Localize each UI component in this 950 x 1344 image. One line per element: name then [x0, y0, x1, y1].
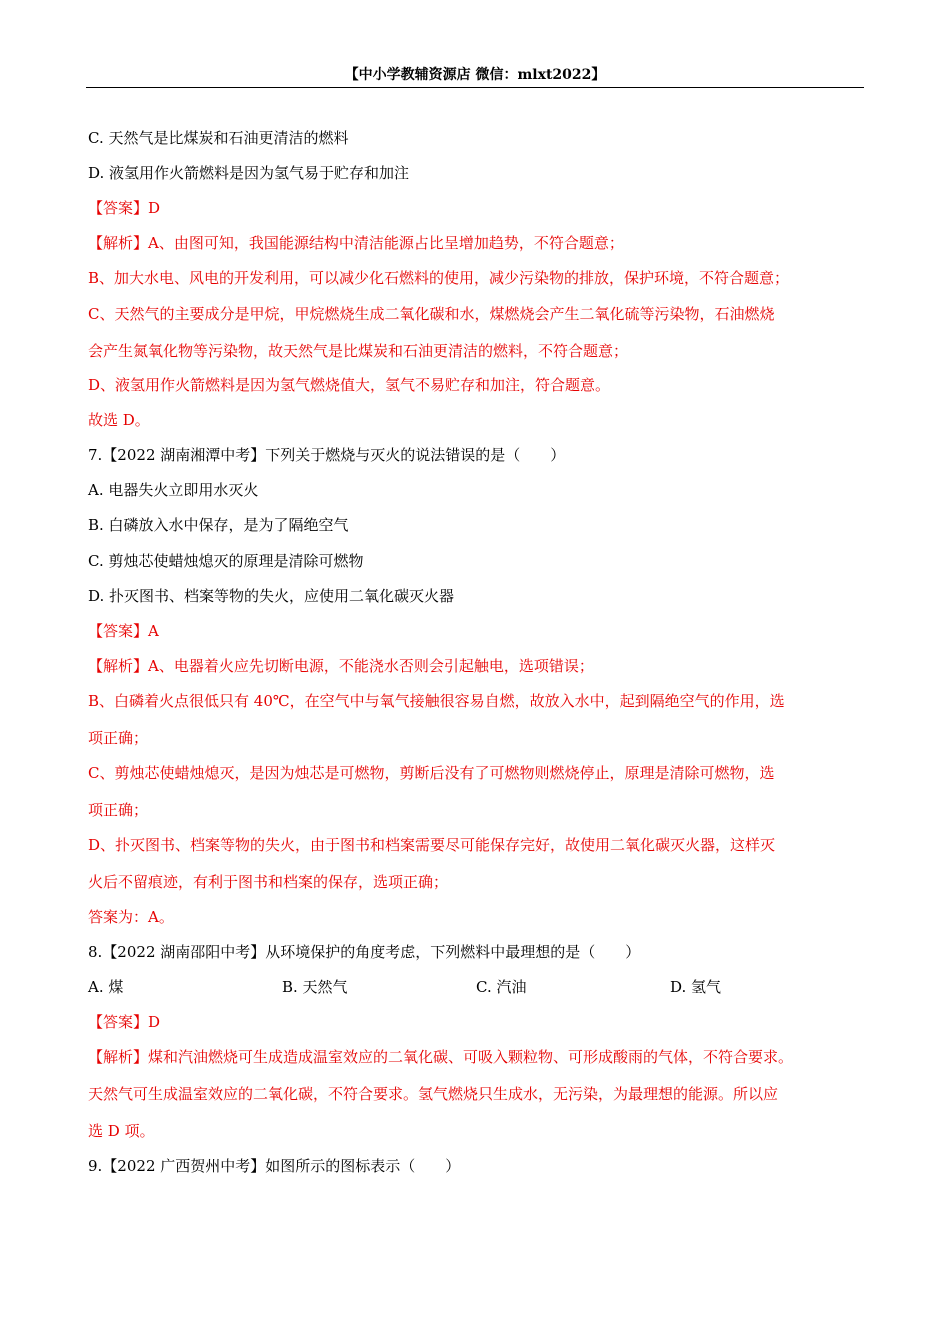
q7-option-c: C. 剪烛芯使蜡烛熄灭的原理是清除可燃物	[88, 552, 364, 570]
q7-analysis-b: B、白磷着火点很低只有 40℃，在空气中与氧气接触很容易自燃，故放入水中，起到隔绝空气的作用，选	[88, 692, 785, 710]
q8-analysis: 【解析】煤和汽油燃烧可生成造成温室效应的二氧化碳、可吸入颗粒物、可形成酸雨的气体，不符合要求。	[88, 1048, 794, 1066]
q8-analysis-cont: 天然气可生成温室效应的二氧化碳，不符合要求。氢气燃烧只生成水，无污染，为最理想的能源。所以应	[88, 1085, 779, 1103]
q8-answer: 【答案】D	[88, 1013, 161, 1031]
analysis-c: C、天然气的主要成分是甲烷，甲烷燃烧生成二氧化碳和水，煤燃烧会产生二氧化硫等污染物，石油燃烧	[88, 305, 775, 323]
q8-analysis-end: 选 D 项。	[88, 1122, 155, 1140]
conclusion: 故选 D。	[88, 411, 150, 429]
header-rule	[86, 87, 864, 88]
question-7: 7.【2022 湖南湘潭中考】下列关于燃烧与灭火的说法错误的是（ ）	[88, 446, 566, 464]
option-c: C. 天然气是比煤炭和石油更清洁的燃料	[88, 129, 349, 147]
q7-analysis-b-cont: 项正确；	[88, 729, 149, 747]
question-9: 9.【2022 广西贺州中考】如图所示的图标表示（ ）	[88, 1157, 461, 1175]
analysis-d: D、液氢用作火箭燃料是因为氢气燃烧值大，氢气不易贮存和加注，符合题意。	[88, 376, 611, 394]
analysis-a: 【解析】A、由图可知，我国能源结构中清洁能源占比呈增加趋势，不符合题意；	[88, 234, 624, 252]
q7-analysis-d-cont: 火后不留痕迹，有利于图书和档案的保存，选项正确；	[88, 873, 449, 891]
q7-analysis-d: D、扑灭图书、档案等物的失火，由于图书和档案需要尽可能保存完好，故使用二氧化碳灭火器，这样灭	[88, 836, 776, 854]
q8-option-b: B. 天然气	[282, 978, 348, 996]
q7-option-a: A. 电器失火立即用水灭火	[88, 481, 259, 499]
q7-answer: 【答案】A	[88, 622, 159, 640]
analysis-b: B、加大水电、风电的开发利用，可以减少化石燃料的使用，减少污染物的排放，保护环境，不符合题意；	[88, 269, 790, 287]
answer: 【答案】D	[88, 199, 161, 217]
q7-option-d: D. 扑灭图书、档案等物的失火，应使用二氧化碳灭火器	[88, 587, 455, 605]
q7-option-b: B. 白磷放入水中保存，是为了隔绝空气	[88, 516, 349, 534]
analysis-c-cont: 会产生氮氧化物等污染物，故天然气是比煤炭和石油更清洁的燃料，不符合题意；	[88, 342, 629, 360]
page-header: 【中小学教辅资源店 微信：mlxt2022】	[344, 67, 606, 83]
q7-analysis-a: 【解析】A、电器着火应先切断电源，不能浇水否则会引起触电，选项错误；	[88, 657, 594, 675]
q7-conclusion: 答案为：A。	[88, 908, 174, 926]
q8-option-a: A. 煤	[88, 978, 124, 996]
q7-analysis-c-cont: 项正确；	[88, 801, 149, 819]
question-8: 8.【2022 湖南邵阳中考】从环境保护的角度考虑，下列燃料中最理想的是（ ）	[88, 943, 641, 961]
q8-option-c: C. 汽油	[476, 978, 527, 996]
q7-analysis-c: C、剪烛芯使蜡烛熄灭，是因为烛芯是可燃物，剪断后没有了可燃物则燃烧停止，原理是清除可燃物，选	[88, 764, 775, 782]
q8-option-d: D. 氢气	[670, 978, 722, 996]
option-d: D. 液氢用作火箭燃料是因为氢气易于贮存和加注	[88, 164, 410, 182]
